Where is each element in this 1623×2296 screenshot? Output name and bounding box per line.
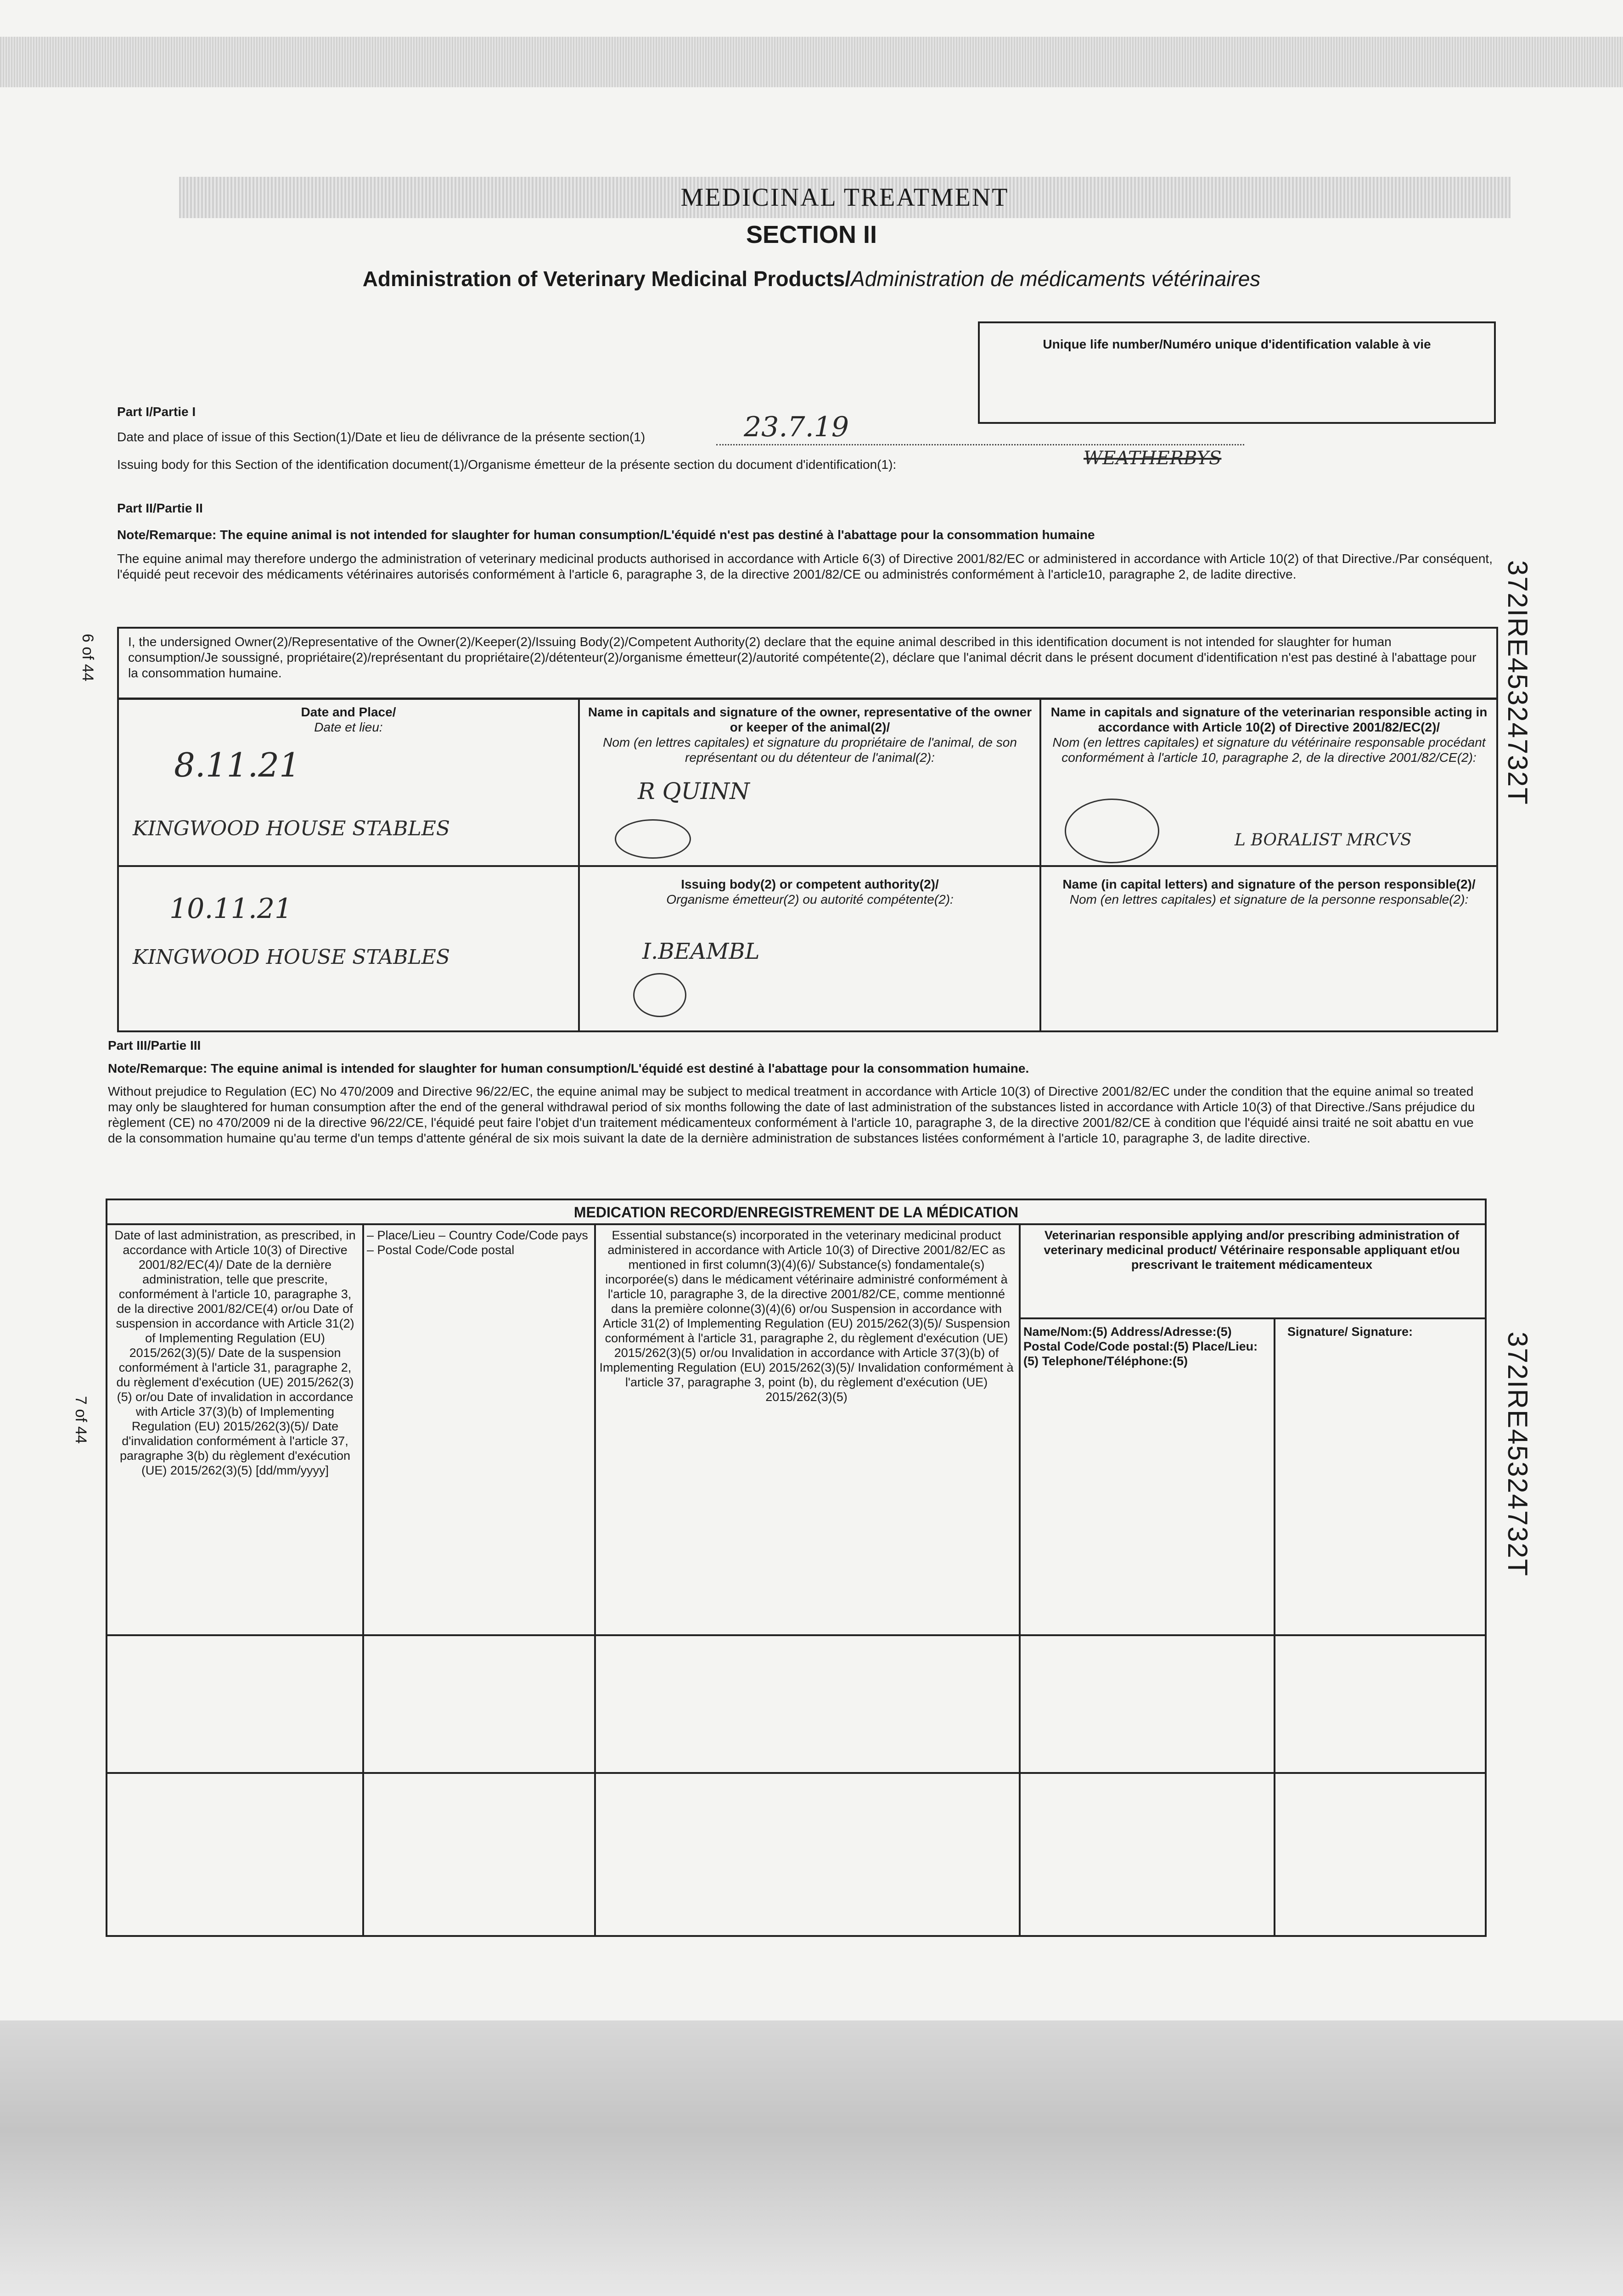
scan-edge-top (0, 37, 1623, 87)
row2-issuing: I.BEAMBL (642, 939, 760, 964)
grid-col3-head: Name in capitals and signature of the veterinarian responsible acting in accordance with Article 10(2) of Directive 2001/82/EC(2)/ Nom (en lettres capitales) et signature du vétérinaire responsable procédant conformément à l'article 10, paragraphe 2, de la directive 2001/82/CE(2): (1050, 705, 1488, 765)
part1-issuing-label: Issuing body for this Section of the identification document(1)/Organisme émetteur de la présente section du document d'identification(1): (117, 457, 897, 472)
med-col2-head: – Place/Lieu – Country Code/Code pays – Postal Code/Code postal (367, 1228, 588, 1257)
row1-place: KINGWOOD HOUSE STABLES (133, 817, 450, 840)
page-number-bottom: 7 of 44 (72, 1396, 90, 1444)
part3-note: Note/Remarque: The equine animal is intended for slaughter for human consumption/L'équidé est destiné à l'abattage pour la consommation humaine. (108, 1061, 1029, 1075)
issuing-signature (633, 973, 686, 1017)
uln-label: Unique life number/Numéro unique d'identification valable à vie (1043, 337, 1431, 351)
grid-col1-head: Date and Place/ Date et lieu: (301, 705, 396, 734)
part2-title: Part II/Partie II (117, 501, 203, 515)
part2-note: Note/Remarque: The equine animal is not intended for slaughter for human consumption/L'équidé n'est pas destiné à l'abattage pour la consommation humaine (117, 528, 1095, 542)
med-col3-head: Essential substance(s) incorporated in the veterinary medicinal product administered in accordance with Article 10(3) of Directive 2001/82/EC as mentioned in first column(3)(4)(6)/ Substance(s) fondamentale(s) incorporée(s) dans le médicament vétérinaire administré conformément à l'article 10, paragraphe 3, de la directive 2001/82/CE, comme mentionné dans la première colonne(3)(4)(6) or/ou Suspension in accordance with Article 31(2) of Implementing Regulation (EU) 2015/262(3)(5)/ Suspension conformément à l'article 31, paragraphe 2, du règlement d'exécution (UE) 2015/262(3)(5) or/ou Invalidation in accordance with Article 37(3)(b) of Implementing Regulation (EU) 2015/262(3)(5)/ Invalidation conformément à l'article 37, paragraphe 3, point (b), du règlement d'exécution (UE) 2015/262(3)(5) (599, 1228, 1014, 1404)
medication-record-table (106, 1199, 1487, 1937)
page-banner: MEDICINAL TREATMENT (179, 177, 1511, 218)
med-col4-head: Veterinarian responsible applying and/or prescribing administration of veterinary medicinal product/ Vétérinaire responsable appliquant et/ou prescrivant le traitement médicamenteux (1044, 1228, 1460, 1272)
subtitle-en: Administration of Veterinary Medicinal Products/ (362, 267, 851, 291)
scan-edge-bottom (0, 2020, 1623, 2296)
declaration-text: I, the undersigned Owner(2)/Representative of the Owner(2)/Keeper(2)/Issuing Body(2)/Competent Authority(2) declare that the equine animal described in this identification document is not intended for slaughter for human consumption/Je soussigné, propriétaire(2)/représentant du propriétaire(2)/détenteur(2)/organisme émetteur(2)/autorité compétente(2), déclare que l'animal décrit dans le présent document d'identification n'est pas destiné à l'abattage pour la consommation humaine. (128, 635, 1477, 680)
part2-paragraph: The equine animal may therefore undergo the administration of veterinary medicinal products authorised in accordance with Article 6(3) of Directive 2001/82/EC or administered in accordance with Article 10(2) of that Directive./Par conséquent, l'équidé peut recevoir des médicaments vétérinaires autorisés conformément à l'article 6, paragraphe 3, de la directive 2001/82/CE ou administrés conformément à l'article10, paragraphe 2, de ladite directive. (117, 551, 1493, 581)
med-col4b-head: Signature/ Signature: (1287, 1325, 1413, 1339)
section-title: SECTION II (746, 221, 877, 248)
part1-date-value: 23.7.19 (744, 411, 849, 443)
row2-place: KINGWOOD HOUSE STABLES (133, 945, 450, 969)
subtitle-fr: Administration de médicaments vétérinaires (851, 267, 1261, 291)
unique-life-number-box (978, 321, 1496, 424)
declaration-grid (117, 698, 1498, 1032)
part1-title: Part I/Partie I (117, 405, 196, 419)
part3-title: Part III/Partie III (108, 1038, 201, 1052)
part3-paragraph: Without prejudice to Regulation (EC) No 470/2009 and Directive 96/22/EC, the equine animal may be subject to medical treatment in accordance with Article 10(3) of Directive 2001/82/EC under the condition that the equine animal so treated may only be slaughtered for human consumption after the end of the general withdrawal period of six months following the date of last administration of the substances listed in accordance with Article 10(3) of that Directive./Sans préjudice du règlement (CE) no 470/2009 ni de la directive 96/22/CE, l'équidé peut faire l'objet d'un traitement médicamenteux conformément à l'article 10, paragraphe 3, de la directive 2001/82/CE à condition que l'équidé ainsi traité ne soit abattu en vue de la consommation humaine qu'au terme d'un temps d'attente général de six mois suivant la date de la dernière administration de substances listées conformément à l'article 10, paragraphe 3, de ladite directive. (108, 1084, 1475, 1145)
part1-issuing-value: WEATHERBYS (1084, 448, 1222, 469)
med-col4a-head: Name/Nom:(5) Address/Adresse:(5) Postal Code/Code postal:(5) Place/Lieu:(5) Telephone/Téléphone:(5) (1023, 1325, 1258, 1368)
part1-date-line (716, 443, 1244, 445)
side-code-top: 372IRE45324732T (1502, 560, 1533, 805)
med-col1-head: Date of last administration, as prescribed, in accordance with Article 10(3) of Directive 2001/82/EC(4)/ Date de la dernière administration, telle que prescrite, conformément à l'article 10, paragraphe 3, de la directive 2001/82/CE(4) or/ou Date of suspension in accordance with Article 31(2) of Implementing Regulation (EU) 2015/262(3)(5)/ Date de la suspension conformément à l'article 31, paragraphe 2, du règlement d'exécution (UE) 2015/262(3)(5) or/ou Date of invalidation in accordance with Article 37(3)(b) of Implementing Regulation (EU) 2015/262(3)(5)/ Date d'invalidation conformément à l'article 37, paragraphe 3(b) du règlement d'exécution (UE) 2015/262(3)(5) [dd/mm/yyyy] (114, 1228, 356, 1477)
medication-table-title: MEDICATION RECORD/ENREGISTREMENT DE LA MÉDICATION (573, 1204, 1019, 1221)
page-number-top: 6 of 44 (79, 634, 96, 681)
part1-date-place-label: Date and place of issue of this Section(1)/Date et lieu de délivrance de la présente section(1) (117, 430, 646, 444)
row1-vet-name: L BORALIST MRCVS (1235, 831, 1412, 850)
grid-row2-person-head: Name (in capital letters) and signature of the person responsible(2)/ Nom (en lettres capitales) et signature de la personne responsable(2): (1062, 877, 1476, 906)
subtitle (0, 266, 1623, 291)
row2-date: 10.11.21 (169, 893, 292, 925)
vet-signature (1065, 799, 1159, 863)
side-code-bottom: 372IRE45324732T (1502, 1332, 1533, 1577)
row1-owner-name: R QUINN (638, 778, 750, 805)
grid-col2-head: Name in capitals and signature of the owner, representative of the owner or keeper of the animal(2)/ Nom (en lettres capitales) et signature du propriétaire de l'animal, de son représentant ou du détenteur de l'animal(2): (588, 705, 1032, 765)
row1-date: 8.11.21 (174, 746, 300, 784)
owner-signature (615, 819, 691, 859)
declaration-box (117, 627, 1498, 699)
grid-row2-issuing-head: Issuing body(2) or competent authority(2)/ Organisme émetteur(2) ou autorité compétente(2): (666, 877, 954, 906)
